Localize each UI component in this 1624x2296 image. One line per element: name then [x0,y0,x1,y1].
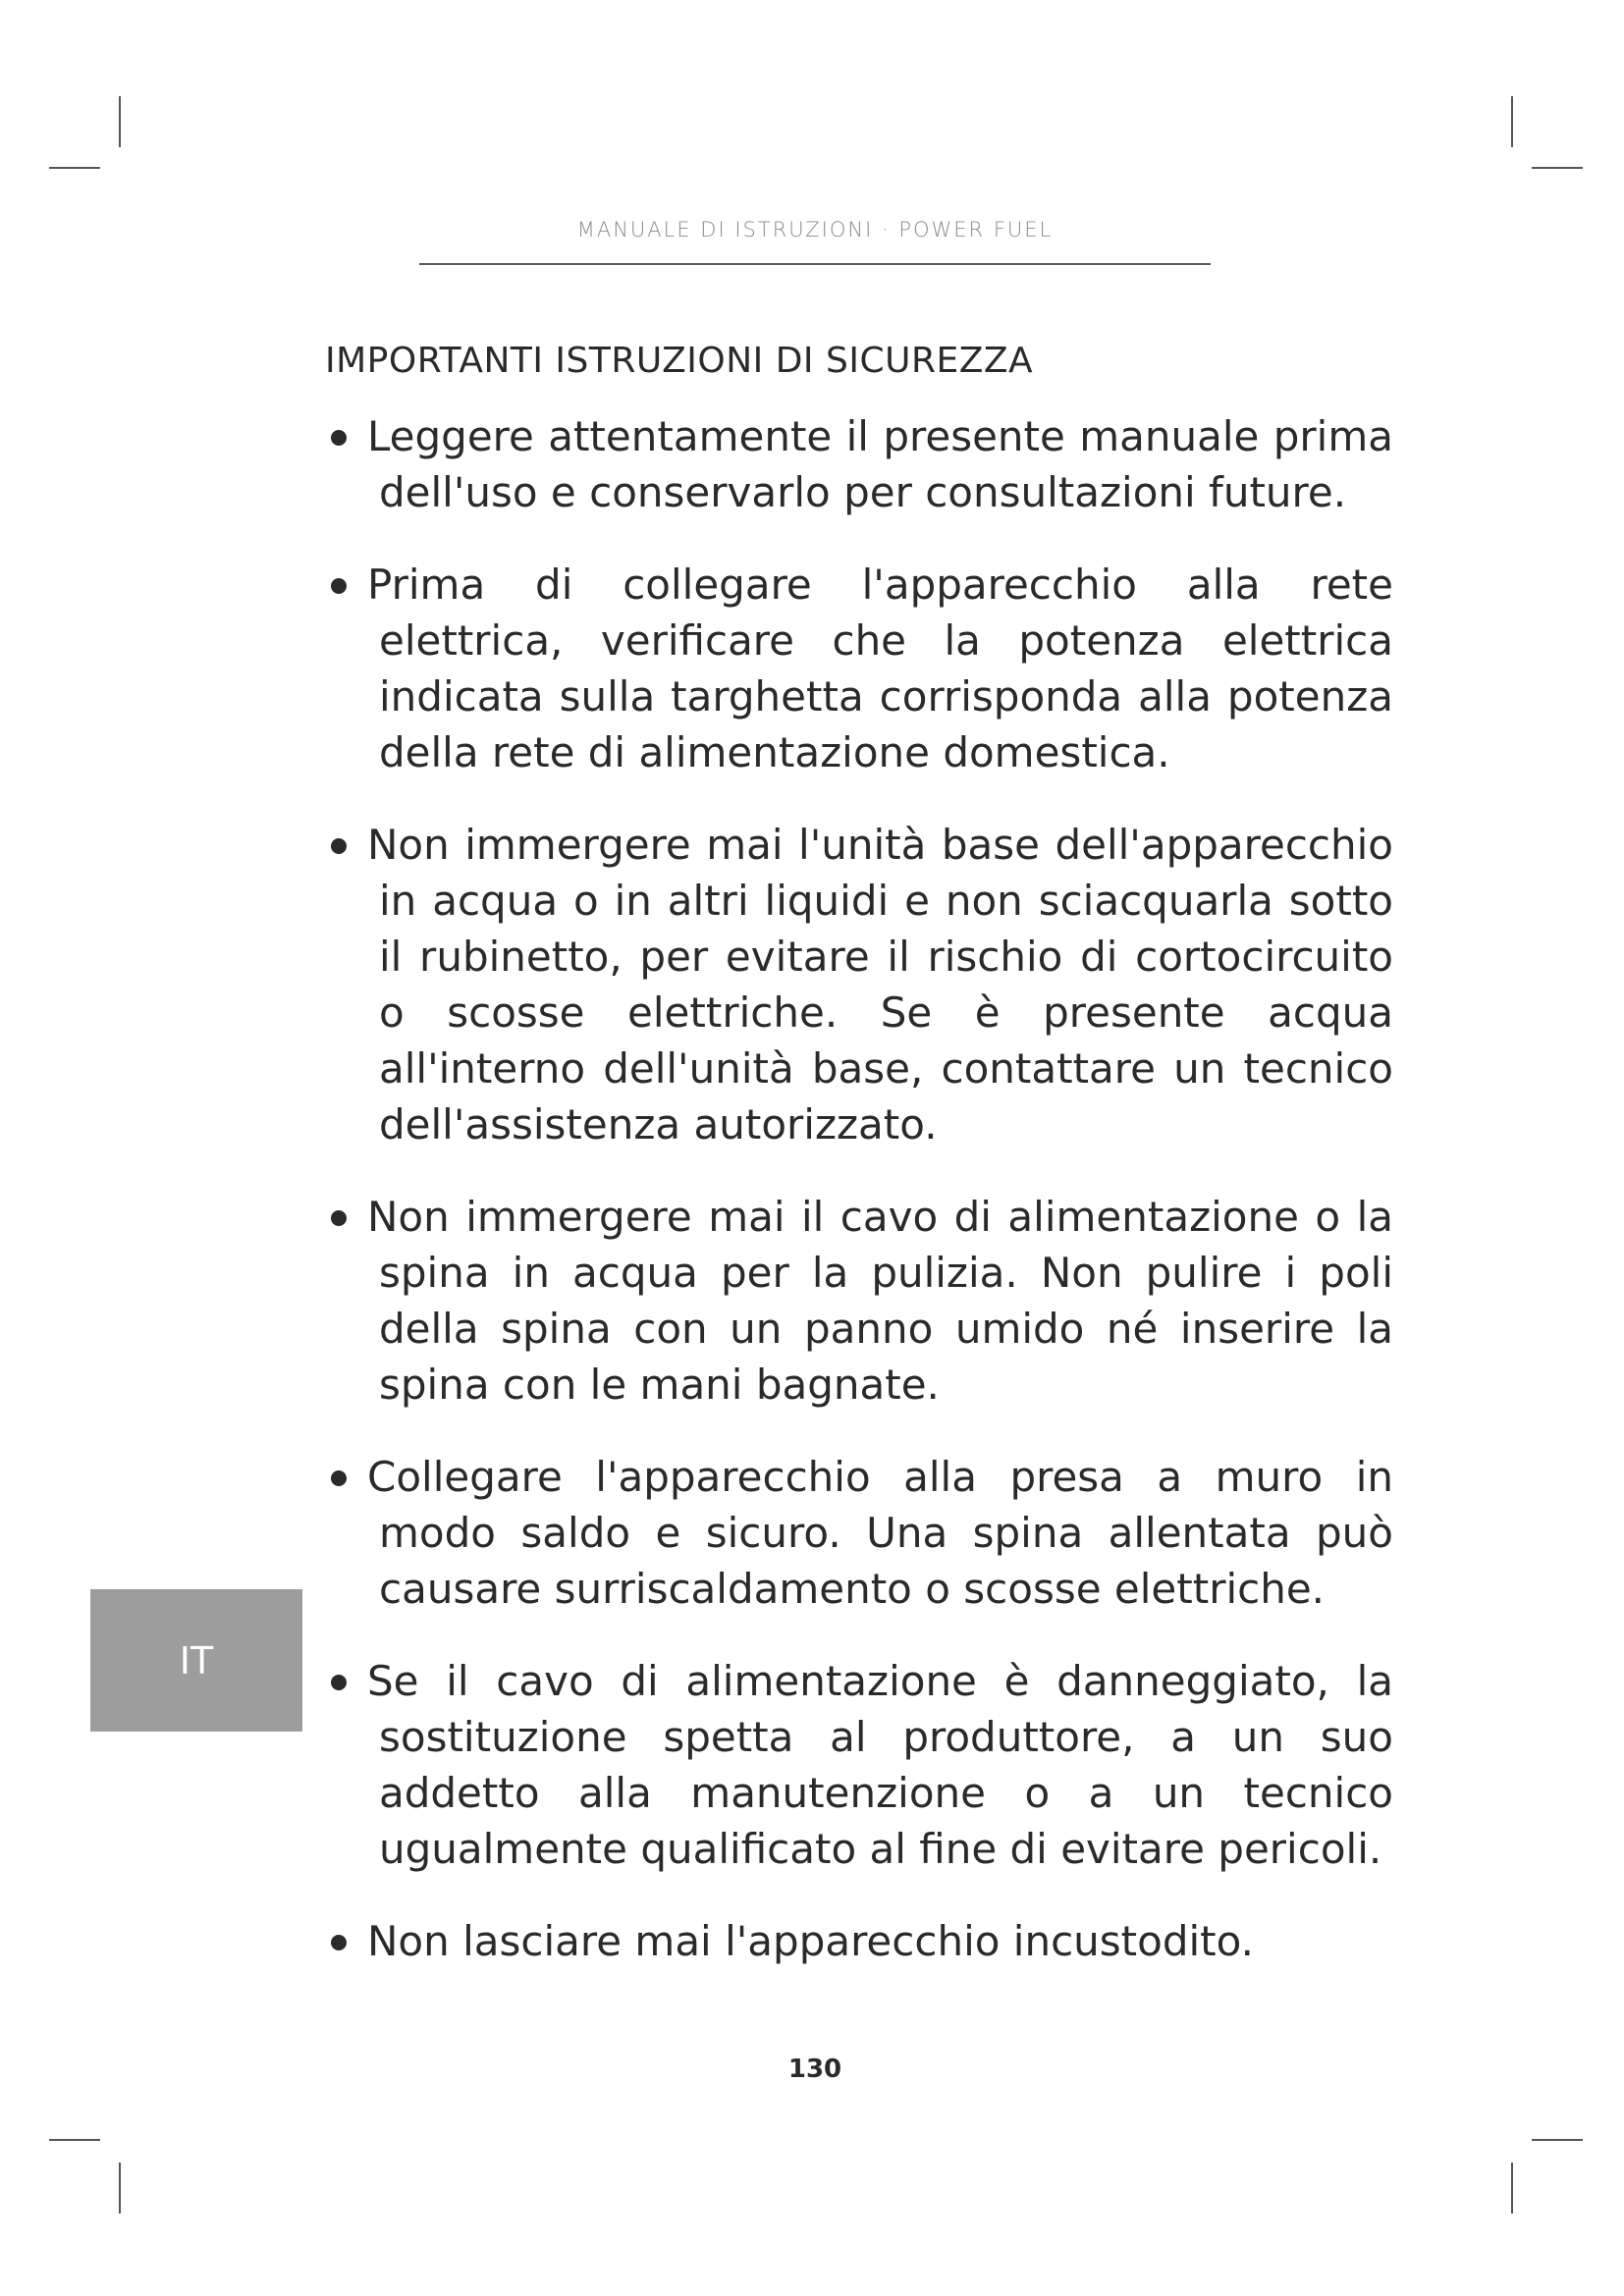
list-item-text: Se il cavo di alimentazione è danneggiato, la sostituzione spetta al produttore, a un suo addetto alla manutenzione o a un tecnico ugualmente qualificato al fine di evitare pericoli. [367,1657,1393,1873]
language-tab-label: IT [179,1638,214,1682]
list-item-text: Non lasciare mai l'apparecchio incustodito. [367,1917,1254,1965]
bullet-icon [331,1675,347,1690]
crop-mark-bottom-left-vertical [119,2163,121,2214]
bullet-icon [331,578,347,594]
section-title: IMPORTANTI ISTRUZIONI DI SICUREZZA [325,341,1034,381]
bullet-icon [331,838,347,854]
bullet-icon [331,1470,347,1486]
list-item [325,817,1413,1152]
list-item-text: Non immergere mai l'unità base dell'apparecchio in acqua o in altri liquidi e non sciacquarla sotto il rubinetto, per evitare il rischio di cortocircuito o scosse elettriche. Se è presente acqua all'interno dell'unità base, contattare un tecnico dell'assistenza autorizzato. [367,821,1393,1148]
crop-mark-bottom-right-vertical [1511,2163,1513,2214]
crop-mark-top-right-vertical [1511,96,1513,147]
list-item [325,1449,1413,1617]
list-item-text: Leggere attentamente il presente manuale prima dell'uso e conservarlo per consultazioni future. [367,412,1393,516]
bullet-icon [331,1935,347,1950]
list-item [325,557,1413,780]
header-rule [419,263,1211,265]
list-item [325,408,1413,520]
language-tab [90,1589,302,1732]
page-number: 130 [787,2055,842,2084]
crop-mark-bottom-right-horizontal [1532,2139,1583,2141]
safety-instructions-list [325,408,1413,2005]
running-header: MANUALE DI ISTRUZIONI · POWER FUEL [576,218,1054,241]
list-item [325,1189,1413,1413]
bullet-icon [331,1210,347,1226]
list-item-text: Prima di collegare l'apparecchio alla rete elettrica, verificare che la potenza elettrica indicata sulla targhetta corrisponda alla potenza della rete di alimentazione domestica. [367,561,1393,776]
list-item [325,1653,1413,1877]
crop-mark-bottom-left-horizontal [49,2139,100,2141]
list-item [325,1913,1413,1969]
crop-mark-top-left-horizontal [49,167,100,169]
list-item-text: Collegare l'apparecchio alla presa a muro in modo saldo e sicuro. Una spina allentata può causare surriscaldamento o scosse elettriche. [367,1453,1393,1613]
list-item-text: Non immergere mai il cavo di alimentazione o la spina in acqua per la pulizia. Non pulire i poli della spina con un panno umido né inserire la spina con le mani bagnate. [367,1193,1393,1409]
crop-mark-top-left-vertical [119,96,121,147]
bullet-icon [331,430,347,446]
crop-mark-top-right-horizontal [1532,167,1583,169]
